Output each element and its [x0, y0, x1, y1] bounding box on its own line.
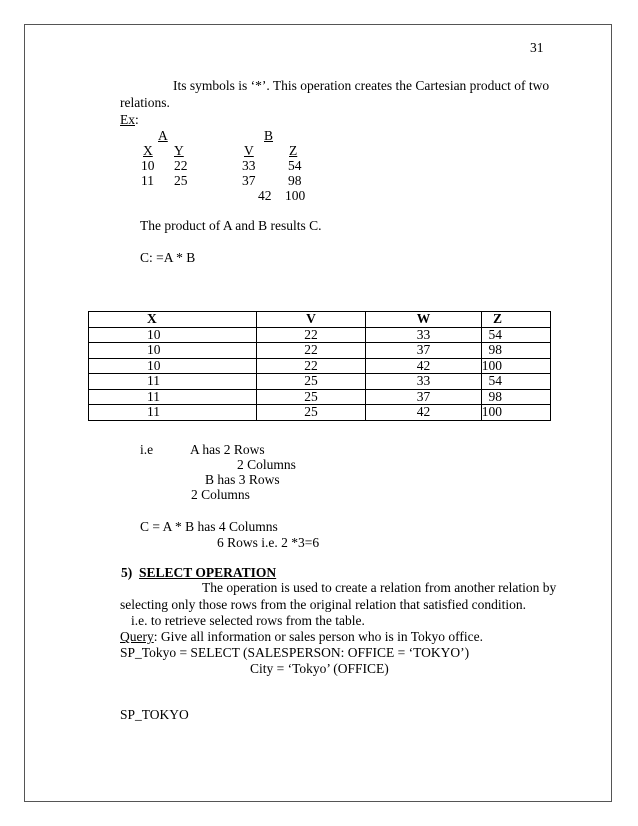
select-para-1: The operation is used to create a relation from another relation by: [202, 580, 557, 595]
relation-b-header-v: V: [244, 143, 254, 158]
column-header-v: V: [256, 312, 366, 328]
table-cell: 11: [89, 405, 257, 421]
select-expression-1: SP_Tokyo = SELECT (SALESPERSON: OFFICE = ‘TOKYO’): [120, 645, 470, 660]
result-line-1: C = A * B has 4 Columns: [140, 519, 278, 534]
table-cell: 33: [366, 327, 481, 343]
table-cell: 100: [481, 405, 550, 421]
page-number: 31: [530, 40, 544, 55]
table-cell: 25: [256, 374, 366, 390]
relation-a-cell: 10: [141, 158, 155, 173]
table-cell: 11: [89, 374, 257, 390]
table-row: [89, 343, 551, 359]
result-relation-name: SP_TOKYO: [120, 707, 189, 722]
table-row: [89, 358, 551, 374]
formula: C: =A * B: [140, 250, 196, 265]
table-row: [89, 389, 551, 405]
table-row: [89, 327, 551, 343]
ie-a-rows: A has 2 Rows: [190, 442, 265, 457]
relation-a-header-x: X: [143, 143, 153, 158]
table-header-row: [89, 312, 551, 328]
table-cell: 98: [481, 343, 550, 359]
table-cell: 10: [89, 327, 257, 343]
column-header-w: W: [366, 312, 481, 328]
result-line-2: 6 Rows i.e. 2 *3=6: [217, 535, 320, 550]
product-text: The product of A and B results C.: [140, 218, 322, 233]
table-cell: 22: [256, 358, 366, 374]
table-cell: 100: [481, 358, 550, 374]
table-cell: 10: [89, 358, 257, 374]
table-row: [89, 374, 551, 390]
column-header-x: X: [89, 312, 257, 328]
column-header-z: Z: [481, 312, 550, 328]
ie-b-rows: B has 3 Rows: [205, 472, 280, 487]
relation-b-cell: 98: [288, 173, 302, 188]
relation-a-cell: 11: [141, 173, 154, 188]
select-para-2: selecting only those rows from the original relation that satisfied condition.: [120, 597, 527, 612]
section-heading: [121, 566, 276, 580]
table-cell: 98: [481, 389, 550, 405]
table-cell: 25: [256, 389, 366, 405]
relation-a-cell: 25: [174, 173, 188, 188]
table-cell: 42: [366, 358, 481, 374]
relation-b-cell: 33: [242, 158, 256, 173]
relation-b-header-z: Z: [289, 143, 298, 158]
table-cell: 33: [366, 374, 481, 390]
table-row: [89, 405, 551, 421]
relation-a-header-y: Y: [174, 143, 184, 158]
query-label: Query: [120, 629, 154, 644]
relation-a-cell: 22: [174, 158, 188, 173]
table-cell: 10: [89, 343, 257, 359]
example-colon: :: [135, 112, 139, 127]
intro-line-2: relations.: [120, 95, 170, 110]
intro-line-1: Its symbols is ‘*’. This operation creates the Cartesian product of two: [173, 78, 550, 93]
example-label: Ex: [120, 112, 135, 127]
table-cell: 25: [256, 405, 366, 421]
table-cell: 42: [366, 405, 481, 421]
relation-b-name: B: [264, 128, 274, 143]
example-label-group: [120, 113, 139, 127]
select-expression-2: City = ‘Tokyo’ (OFFICE): [250, 661, 389, 676]
query-line: [120, 630, 483, 644]
table-cell: 22: [256, 327, 366, 343]
query-text: : Give all information or sales person who is in Tokyo office.: [153, 629, 483, 644]
ie-b-columns: 2 Columns: [191, 487, 250, 502]
table-cell: 54: [481, 374, 550, 390]
table-cell: 37: [366, 389, 481, 405]
relation-b-cell: 54: [288, 158, 302, 173]
ie-a-columns: 2 Columns: [237, 457, 296, 472]
table-cell: 37: [366, 343, 481, 359]
relation-b-cell: 42: [258, 188, 272, 203]
table-cell: 22: [256, 343, 366, 359]
relation-b-cell: 37: [242, 173, 256, 188]
table-cell: 54: [481, 327, 550, 343]
section-number: 5): [121, 565, 133, 580]
select-para-3: i.e. to retrieve selected rows from the table.: [131, 613, 365, 628]
ie-prefix: i.e: [140, 442, 154, 457]
relation-a-name: A: [158, 128, 168, 143]
section-title: SELECT OPERATION: [139, 565, 277, 580]
table-cell: 11: [89, 389, 257, 405]
product-table: [88, 311, 551, 421]
relation-b-cell: 100: [285, 188, 306, 203]
